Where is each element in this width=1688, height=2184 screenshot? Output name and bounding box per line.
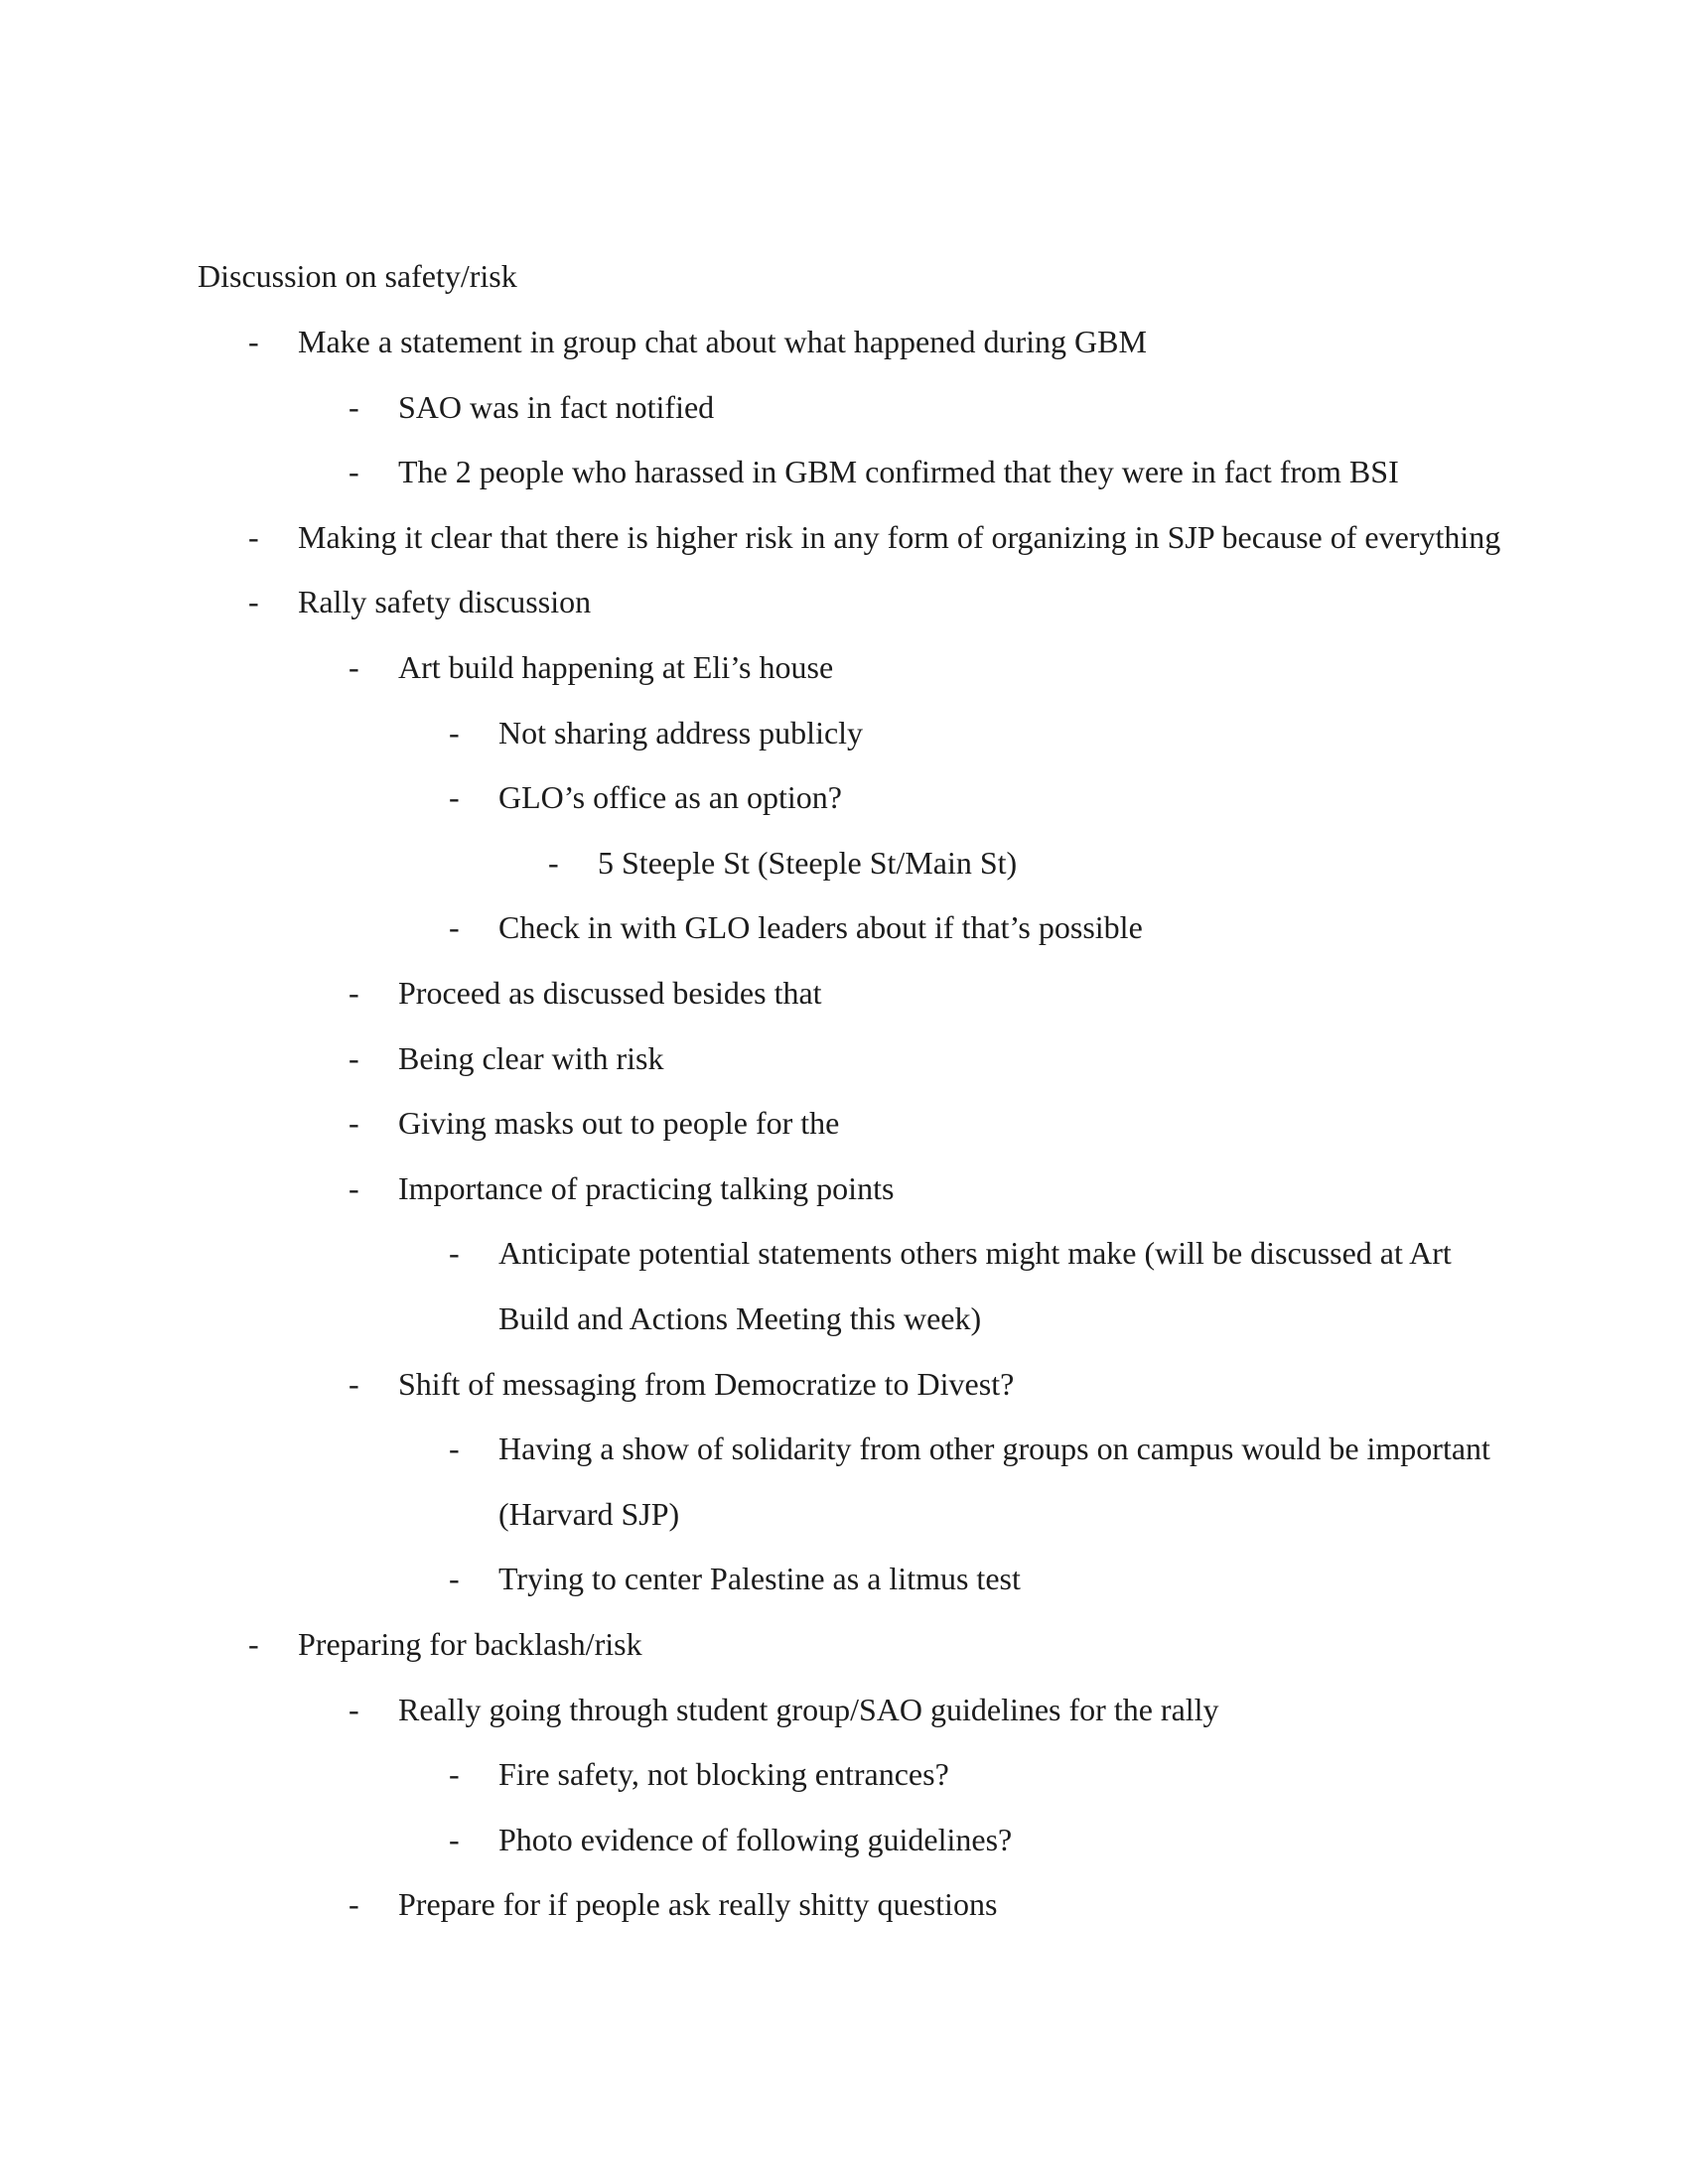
list-item-text: Being clear with risk xyxy=(398,1040,664,1076)
list-item-text: 5 Steeple St (Steeple St/Main St) xyxy=(598,845,1018,881)
bullet-dash: - xyxy=(548,845,559,881)
bullet-dash: - xyxy=(349,1170,359,1206)
bullet-dash: - xyxy=(449,1235,460,1271)
bullet-dash: - xyxy=(449,715,460,751)
list-item xyxy=(0,1494,1688,1534)
list-item xyxy=(0,517,1688,557)
list-item-text: Rally safety discussion xyxy=(298,584,592,619)
bullet-dash: - xyxy=(349,1366,359,1402)
bullet-dash: - xyxy=(349,454,359,489)
list-item-text: SAO was in fact notified xyxy=(398,389,715,425)
list-item xyxy=(0,777,1688,817)
list-item xyxy=(0,1884,1688,1924)
list-item xyxy=(0,1559,1688,1598)
list-item xyxy=(0,1429,1688,1468)
bullet-dash: - xyxy=(349,389,359,425)
list-item-text: Not sharing address publicly xyxy=(498,715,864,751)
bullet-dash: - xyxy=(248,519,259,555)
bullet-dash: - xyxy=(349,1692,359,1727)
list-item-text: Check in with GLO leaders about if that’s possible xyxy=(498,909,1143,945)
list-item-text: The 2 people who harassed in GBM confirmed that they were in fact from BSI xyxy=(398,454,1399,489)
list-item-text: Importance of practicing talking points xyxy=(398,1170,895,1206)
bullet-dash: - xyxy=(248,324,259,359)
list-item-text: Having a show of solidarity from other groups on campus would be important xyxy=(498,1431,1490,1466)
list-item xyxy=(0,387,1688,427)
bullet-dash: - xyxy=(449,909,460,945)
list-item-text: (Harvard SJP) xyxy=(498,1496,680,1532)
bullet-dash: - xyxy=(449,1431,460,1466)
bullet-dash: - xyxy=(349,1105,359,1141)
list-item-text: Trying to center Palestine as a litmus test xyxy=(498,1561,1021,1596)
list-item-text: Fire safety, not blocking entrances? xyxy=(498,1756,949,1792)
list-item xyxy=(0,647,1688,687)
list-item xyxy=(0,582,1688,621)
bullet-dash: - xyxy=(349,649,359,685)
list-item-text: GLO’s office as an option? xyxy=(498,779,842,815)
bullet-dash: - xyxy=(349,975,359,1011)
list-item xyxy=(0,907,1688,947)
list-item xyxy=(0,1820,1688,1859)
list-item-text: Build and Actions Meeting this week) xyxy=(498,1300,982,1336)
list-item xyxy=(0,1690,1688,1729)
bullet-dash: - xyxy=(349,1886,359,1922)
list-item xyxy=(0,1364,1688,1404)
list-item-text: Giving masks out to people for the xyxy=(398,1105,840,1141)
list-item xyxy=(0,1298,1688,1338)
list-item xyxy=(0,1233,1688,1273)
bullet-dash: - xyxy=(248,584,259,619)
bullet-dash: - xyxy=(449,1561,460,1596)
bullet-dash: - xyxy=(248,1626,259,1662)
list-item-text: Make a statement in group chat about what happened during GBM xyxy=(298,324,1147,359)
list-item-text: Prepare for if people ask really shitty questions xyxy=(398,1886,998,1922)
list-item xyxy=(0,322,1688,361)
bullet-dash: - xyxy=(449,779,460,815)
list-item xyxy=(0,1038,1688,1078)
list-item-text: Shift of messaging from Democratize to Divest? xyxy=(398,1366,1015,1402)
list-item-text: Proceed as discussed besides that xyxy=(398,975,822,1011)
list-item-text: Photo evidence of following guidelines? xyxy=(498,1822,1013,1857)
bullet-dash: - xyxy=(449,1822,460,1857)
list-item-text: Art build happening at Eli’s house xyxy=(398,649,834,685)
list-item-text: Making it clear that there is higher risk in any form of organizing in SJP because of everything xyxy=(298,519,1501,555)
section-heading: Discussion on safety/risk xyxy=(198,258,517,294)
bullet-dash: - xyxy=(449,1756,460,1792)
bullet-dash: - xyxy=(349,1040,359,1076)
list-item xyxy=(0,973,1688,1013)
list-item xyxy=(0,1624,1688,1664)
list-item-text: Preparing for backlash/risk xyxy=(298,1626,642,1662)
list-item xyxy=(0,1754,1688,1794)
list-item xyxy=(0,452,1688,491)
list-item-text: Really going through student group/SAO guidelines for the rally xyxy=(398,1692,1219,1727)
list-item xyxy=(0,1103,1688,1143)
list-item xyxy=(0,843,1688,883)
list-item xyxy=(0,713,1688,752)
list-item-text: Anticipate potential statements others might make (will be discussed at Art xyxy=(498,1235,1452,1271)
list-item xyxy=(0,1168,1688,1208)
